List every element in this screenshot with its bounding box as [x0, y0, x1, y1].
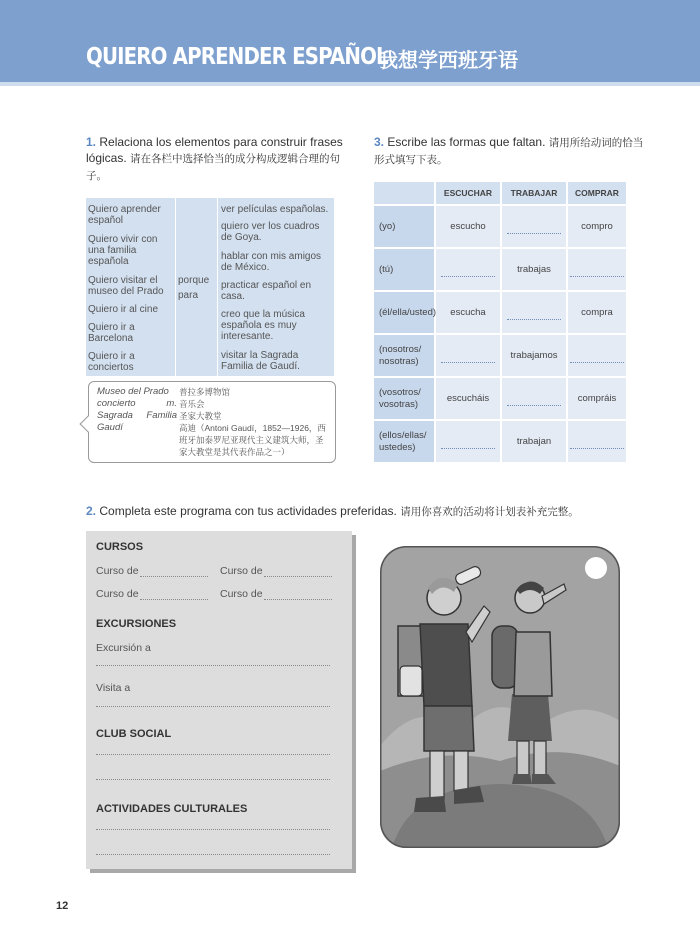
section-club-social: CLUB SOCIAL: [96, 728, 172, 740]
curso-answer-line[interactable]: [264, 599, 332, 600]
excursion-answer-line[interactable]: [96, 665, 330, 666]
dotted-answer-line: [441, 362, 495, 363]
note-spanish-terms: [97, 386, 177, 434]
note-translation: 普拉多博物馆: [179, 387, 231, 397]
dotted-answer-line: [507, 405, 561, 406]
column-c-item: quiero ver los cuadros de Goya.: [221, 221, 320, 243]
note-term: concierto m.: [97, 398, 177, 409]
pronoun-label: (él/ella/usted): [374, 292, 434, 333]
exercise-1-text-zh: 请在各栏中选择恰当的成分构成逻辑合理的句子。: [86, 153, 341, 182]
dotted-answer-line: [570, 448, 624, 449]
exercise-2-text: Completa este programa con tus actividades preferidas.: [99, 504, 397, 518]
conjugation-header: COMPRAR: [568, 182, 626, 204]
blank-answer-cell[interactable]: [502, 292, 566, 333]
exercise-3-text: Escribe las formas que faltan.: [387, 135, 546, 149]
curso-de-label: Curso de: [220, 588, 263, 600]
dotted-answer-line: [570, 362, 624, 363]
exercise-1-instruction: [86, 134, 348, 184]
dotted-answer-line: [441, 276, 495, 277]
conjugation-header: TRABAJAR: [502, 182, 566, 204]
conjugation-cell: compra: [568, 292, 626, 333]
blank-answer-cell[interactable]: [568, 335, 626, 376]
club-social-answer-line[interactable]: [96, 779, 330, 780]
curso-answer-line[interactable]: [264, 576, 332, 577]
header-band: [0, 82, 700, 86]
dotted-answer-line: [507, 319, 561, 320]
conjugation-cell: compro: [568, 206, 626, 247]
column-a-item: Quiero visitar el museo del Prado: [88, 275, 164, 297]
section-excursiones: EXCURSIONES: [96, 618, 177, 630]
note-translation: 高迪（Antoni Gaudí，1852—1926，西班牙加泰罗尼亚现代主义建筑大师，圣家大教堂是其代表作品之一）: [179, 423, 326, 457]
column-a-item: Quiero ir a conciertos: [88, 351, 135, 373]
note-translation: 音乐会: [179, 399, 205, 409]
column-c-item: creo que la música española es muy interesante.: [221, 309, 305, 342]
note-translation: 圣家大教堂: [179, 411, 222, 421]
page-title-zh: 我想学西班牙语: [378, 50, 518, 72]
curso-de-label: Curso de: [96, 588, 139, 600]
hikers-illustration: [380, 546, 620, 848]
curso-de-label: Curso de: [96, 565, 139, 577]
exercise-2-instruction: [86, 503, 646, 520]
curso-de-label: Curso de: [220, 565, 263, 577]
exercise-3-instruction: [374, 134, 646, 168]
vocabulary-note: [88, 381, 336, 463]
conjugation-cell: escucháis: [436, 378, 500, 419]
column-c-item: ver películas españolas.: [221, 204, 329, 215]
conjugation-header: ESCUCHAR: [436, 182, 500, 204]
column-a-item: Quiero ir al cine: [88, 304, 159, 315]
actividades-answer-line[interactable]: [96, 829, 330, 830]
sun: [585, 557, 607, 579]
conjugation-cell: trabajan: [502, 421, 566, 462]
blank-answer-cell[interactable]: [502, 206, 566, 247]
dotted-answer-line: [507, 233, 561, 234]
blank-answer-cell[interactable]: [568, 249, 626, 290]
actividades-answer-line[interactable]: [96, 854, 330, 855]
conjugation-cell: compráis: [568, 378, 626, 419]
column-c-item: visitar la Sagrada Familia de Gaudí.: [221, 350, 300, 372]
blank-answer-cell[interactable]: [568, 421, 626, 462]
curso-answer-line[interactable]: [140, 576, 208, 577]
matching-column-c: [219, 198, 334, 376]
note-chinese-translations: [179, 386, 331, 458]
club-social-answer-line[interactable]: [96, 754, 330, 755]
exercise-3-text-zh: 请用所给动词的恰当形式填写下表。: [374, 137, 644, 166]
conjugation-header-corner: [374, 182, 434, 204]
blank-answer-cell[interactable]: [436, 421, 500, 462]
page-number: 12: [56, 900, 69, 912]
excursion-a-label: Excursión a: [96, 642, 151, 654]
column-a-item: Quiero vivir con una familia española: [88, 234, 158, 267]
section-cursos: CURSOS: [96, 541, 144, 553]
activities-program-card: [86, 531, 352, 869]
exercise-2-text-zh: 请用你喜欢的活动将计划表补充完整。: [400, 506, 579, 518]
dotted-answer-line: [570, 276, 624, 277]
column-b-item: para: [178, 290, 199, 301]
matching-column-b: [175, 198, 218, 376]
column-a-item: Quiero ir a Barcelona: [88, 322, 135, 344]
conjugation-cell: trabajas: [502, 249, 566, 290]
dotted-answer-line: [441, 448, 495, 449]
section-actividades-culturales: ACTIVIDADES CULTURALES: [96, 803, 248, 815]
blank-answer-cell[interactable]: [436, 249, 500, 290]
note-term: Sagrada Familia: [97, 410, 177, 421]
pronoun-label: (vosotros/ vosotras): [374, 378, 434, 419]
page-title-es: QUIERO APRENDER ESPAÑOL: [86, 44, 388, 70]
visita-answer-line[interactable]: [96, 706, 330, 707]
pronoun-label: (nosotros/ nosotras): [374, 335, 434, 376]
exercise-1-number: 1.: [86, 135, 97, 149]
note-term: Museo del Prado: [97, 386, 169, 397]
column-a-item: Quiero aprender español: [88, 204, 161, 226]
matching-table: [86, 198, 334, 376]
exercise-1-text: Relaciona los elementos para construir frases lógicas.: [86, 135, 343, 165]
blank-answer-cell[interactable]: [502, 378, 566, 419]
blank-answer-cell[interactable]: [436, 335, 500, 376]
pronoun-label: (ellos/ellas/ ustedes): [374, 421, 434, 462]
note-term: Gaudí: [97, 422, 123, 433]
conjugation-table: [374, 182, 626, 462]
matching-column-a: [86, 198, 174, 376]
visita-a-label: Visita a: [96, 682, 131, 694]
note-pointer: [80, 416, 97, 433]
pronoun-label: (yo): [374, 206, 434, 247]
column-c-item: practicar español en casa.: [221, 280, 312, 302]
conjugation-cell: escucho: [436, 206, 500, 247]
pronoun-label: (tú): [374, 249, 434, 290]
conjugation-cell: trabajamos: [502, 335, 566, 376]
column-c-item: hablar con mis amigos de México.: [221, 251, 322, 273]
conjugation-cell: escucha: [436, 292, 500, 333]
exercise-2-number: 2.: [86, 504, 97, 518]
curso-answer-line[interactable]: [140, 599, 208, 600]
exercise-3-number: 3.: [374, 135, 385, 149]
column-b-item: porque: [178, 275, 210, 286]
